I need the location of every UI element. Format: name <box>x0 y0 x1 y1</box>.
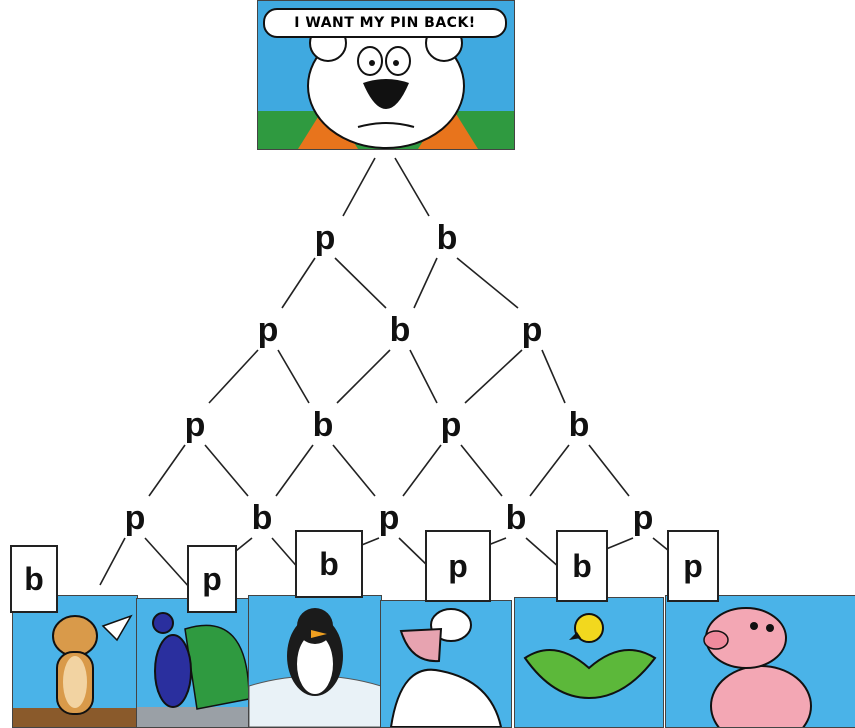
tree-edge <box>149 445 185 496</box>
pig-card <box>665 595 855 728</box>
speech-bubble: I WANT MY PIN BACK! <box>263 8 507 38</box>
tree-edge <box>461 445 502 496</box>
tree-edge <box>526 538 560 568</box>
tree-edge <box>530 445 569 496</box>
tree-node-letter: p <box>378 499 400 537</box>
tree-node-letter: b <box>251 499 273 537</box>
tree-edge <box>333 445 375 496</box>
leaf-label-6: p <box>667 530 719 602</box>
tree-edge <box>278 350 309 403</box>
tree-node-letter: p <box>124 499 146 537</box>
tree-edge <box>343 158 375 216</box>
tree-node-letter: b <box>505 499 527 537</box>
leaf-label-1: b <box>10 545 58 613</box>
penguin-illustration <box>249 596 381 727</box>
tree-edge <box>335 258 386 308</box>
tree-edge <box>414 258 437 308</box>
tree-edge <box>337 350 390 403</box>
parrot-illustration <box>515 598 663 727</box>
peacock-illustration <box>137 599 249 727</box>
pelican-card <box>380 600 512 728</box>
leaf-label-3: b <box>295 530 363 598</box>
tree-edge <box>589 445 629 496</box>
leaf-label-5: b <box>556 530 608 602</box>
tree-edge <box>276 445 313 496</box>
tree-edge <box>205 445 248 496</box>
tree-node-letter: p <box>314 219 336 257</box>
pig-illustration <box>666 596 855 727</box>
tree-edge <box>403 445 441 496</box>
tree-edge <box>465 350 522 403</box>
tree-edge <box>457 258 518 308</box>
tree-node-letter: b <box>568 406 590 444</box>
tree-node-letter: p <box>440 406 462 444</box>
tree-edge <box>100 538 125 585</box>
leaf-label-2: p <box>187 545 237 613</box>
tree-node-letter: p <box>521 311 543 349</box>
tree-node-letter: b <box>312 406 334 444</box>
cougar-card <box>12 595 138 728</box>
tree-edge <box>282 258 315 308</box>
penguin-card <box>248 595 382 728</box>
tree-edge <box>209 350 258 403</box>
tree-node-letter: p <box>184 406 206 444</box>
tree-node-letter: b <box>436 219 458 257</box>
tree-edge <box>542 350 565 403</box>
peacock-card <box>136 598 250 728</box>
tree-node-letter: p <box>257 311 279 349</box>
parrot-card <box>514 597 664 728</box>
tree-edge <box>145 538 190 588</box>
tree-edge <box>395 158 429 216</box>
tree-node-letter: b <box>389 311 411 349</box>
pelican-illustration <box>381 601 511 727</box>
tree-node-letter: p <box>632 499 654 537</box>
tree-edge <box>410 350 437 403</box>
cougar-illustration <box>13 596 137 727</box>
leaf-label-4: p <box>425 530 491 602</box>
